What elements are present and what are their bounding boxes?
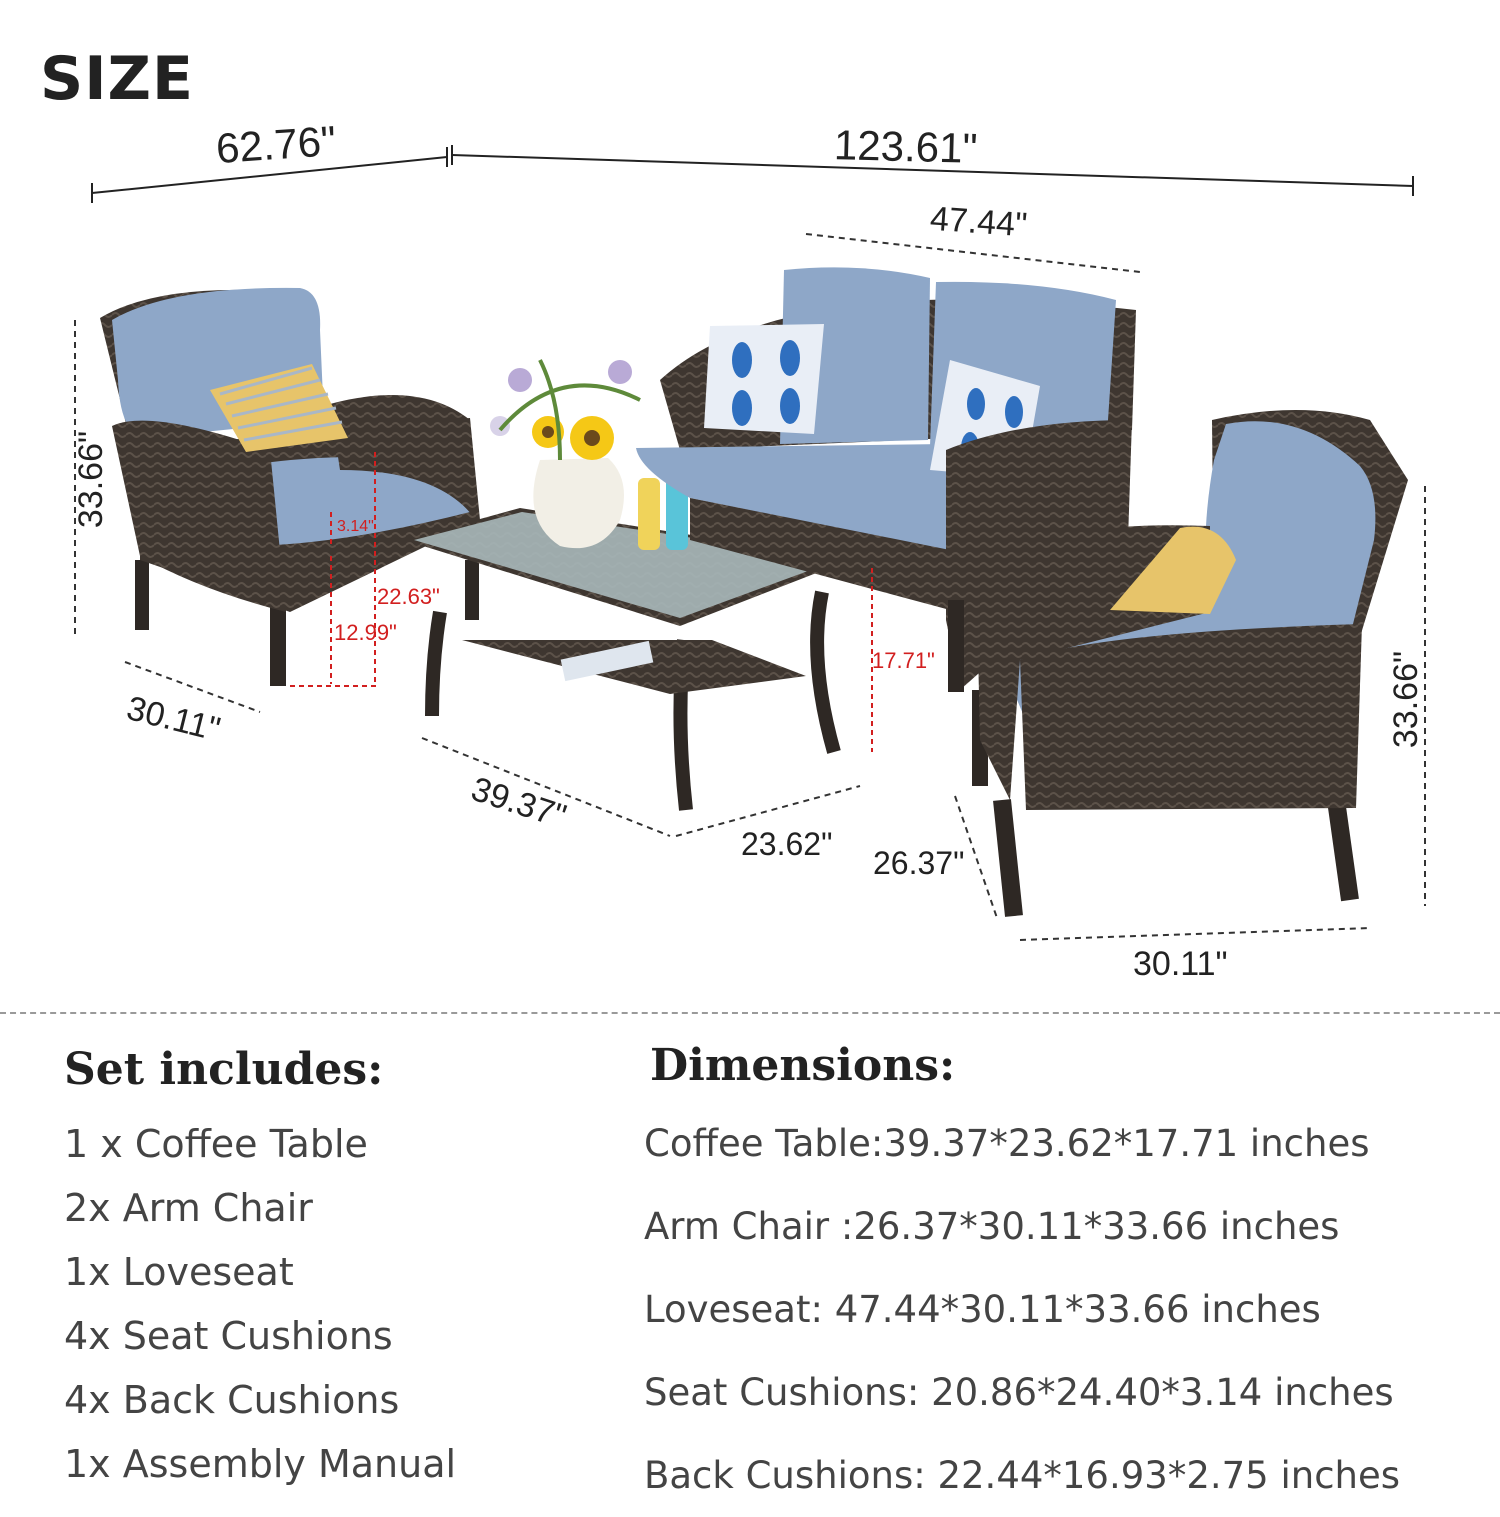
set-includes-list xyxy=(64,1112,604,1496)
table-height-label: 17.71" xyxy=(872,648,935,673)
list-item: Coffee Table:39.37*23.62*17.71 inches xyxy=(644,1122,1370,1165)
list-item: 1x Loveseat xyxy=(64,1250,294,1294)
right-chair-height-label: 33.66" xyxy=(1387,650,1426,749)
list-item: 1 x Coffee Table xyxy=(64,1122,368,1166)
section-divider xyxy=(0,1012,1500,1014)
overall-left-width-label: 62.76" xyxy=(214,116,338,173)
right-chair-width-label: 30.11" xyxy=(1133,945,1228,983)
list-item: 4x Back Cushions xyxy=(64,1378,400,1422)
list-item: Arm Chair :26.37*30.11*33.66 inches xyxy=(644,1205,1340,1248)
dimensions-list xyxy=(644,1102,1484,1517)
left-chair-height-label: 33.66" xyxy=(72,430,111,529)
page-title: SIZE xyxy=(40,44,195,114)
list-item: 2x Arm Chair xyxy=(64,1186,313,1230)
left-chair-seat-height-label: 12.99" xyxy=(334,620,397,645)
list-item: 1x Assembly Manual xyxy=(64,1442,457,1486)
table-length-label: 39.37" xyxy=(466,769,571,837)
left-chair-cushion-label: 3.14" xyxy=(337,518,374,535)
list-item: Seat Cushions: 20.86*24.40*3.14 inches xyxy=(644,1371,1394,1414)
dimensions-heading: Dimensions: xyxy=(650,1040,956,1091)
left-chair-arm-height-label: 22.63" xyxy=(377,584,440,609)
list-item: 4x Seat Cushions xyxy=(64,1314,393,1358)
table-width-label: 23.62" xyxy=(741,826,833,862)
right-chair-depth-label: 26.37" xyxy=(873,845,965,881)
left-arm-chair xyxy=(100,288,480,686)
loveseat-width-label: 47.44" xyxy=(928,199,1029,245)
overall-total-width-label: 123.61" xyxy=(833,121,978,172)
list-item: Loveseat: 47.44*30.11*33.66 inches xyxy=(644,1288,1321,1331)
list-item: Back Cushions: 22.44*16.93*2.75 inches xyxy=(644,1454,1401,1497)
set-includes-heading: Set includes: xyxy=(64,1044,384,1095)
left-chair-width-label: 30.11" xyxy=(122,689,224,749)
